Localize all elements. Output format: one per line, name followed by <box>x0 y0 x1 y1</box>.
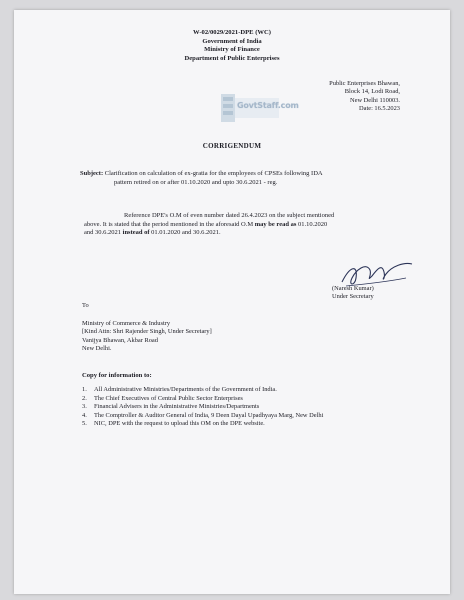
subject-block <box>80 170 380 187</box>
body-line-3b: instead of <box>122 229 150 237</box>
recipient-line-2: [Kind Attn: Shri Rajender Singh, Under Secretary] <box>82 328 212 336</box>
recipient-line-1: Ministry of Commerce & Industry <box>82 320 171 327</box>
office-address <box>329 80 400 113</box>
recipient-line-4: New Delhi. <box>82 345 112 353</box>
file-number: W-02/0029/2021-DPE (WC) <box>193 29 271 36</box>
to-label: To <box>82 302 89 309</box>
signatory-block <box>332 285 374 302</box>
list-item: 2. The Chief Executives of Central Public Sector Enterprises <box>82 394 243 402</box>
list-item: 5. NIC, DPE with the request to upload this OM on the DPE website. <box>82 420 265 428</box>
subject-label: Subject: <box>80 170 104 177</box>
signatory-name: (Naresh Kumar) <box>332 285 374 292</box>
body-line-1: Reference DPE's O.M of even number dated 26.4.2023 on the subject mentioned <box>124 212 335 219</box>
letterhead <box>14 29 450 63</box>
ministry-name: Ministry of Finance <box>204 46 260 54</box>
body-line-2a: above. It is stated that the period mentioned in the aforesaid O.M <box>84 220 254 228</box>
watermark-logo <box>219 88 299 128</box>
body-line-2b: may be read as <box>254 220 297 228</box>
body-paragraph <box>84 212 394 238</box>
address-line-2: Block 14, Lodi Road, <box>344 88 400 96</box>
document-page <box>14 10 450 594</box>
body-line-3a: and 30.6.2021 <box>84 229 122 237</box>
document-title: CORRIGENDUM <box>202 142 262 150</box>
body-line-3c: 01.01.2020 and 30.6.2021. <box>151 229 221 237</box>
recipient-address <box>82 320 212 354</box>
copy-list <box>82 386 382 429</box>
document-date: Date: 16.5.2023 <box>359 104 400 112</box>
government-name: Government of India <box>202 37 262 45</box>
list-item: 4. The Comptroller & Auditor General of India, 9 Deen Dayal Upadhyaya Marg, New Delhi <box>82 411 324 419</box>
list-item: 3. Financial Advisers in the Administrative Ministries/Departments <box>82 403 260 411</box>
address-line-3: New Delhi 110003. <box>350 96 400 104</box>
body-line-2c: 01.10.2020 <box>297 220 328 228</box>
subject-line-1: Clarification on calculation of ex-gratia for the employees of CPSEs following IDA <box>104 170 323 177</box>
watermark-text: GovtStaff.com <box>237 101 299 110</box>
recipient-line-3: Vanijya Bhawan, Akbar Road <box>82 336 158 344</box>
subject-line-2: pattern retired on or after 01.10.2020 and upto 30.6.2021 - reg. <box>114 178 278 186</box>
list-item: 1. All Administrative Ministries/Departments of the Government of India. <box>82 386 277 393</box>
signatory-designation: Under Secretary <box>332 293 374 301</box>
department-name: Department of Public Enterprises <box>184 54 280 62</box>
address-line-1: Public Enterprises Bhawan, <box>329 80 400 87</box>
copy-heading: Copy for information to: <box>82 372 152 379</box>
